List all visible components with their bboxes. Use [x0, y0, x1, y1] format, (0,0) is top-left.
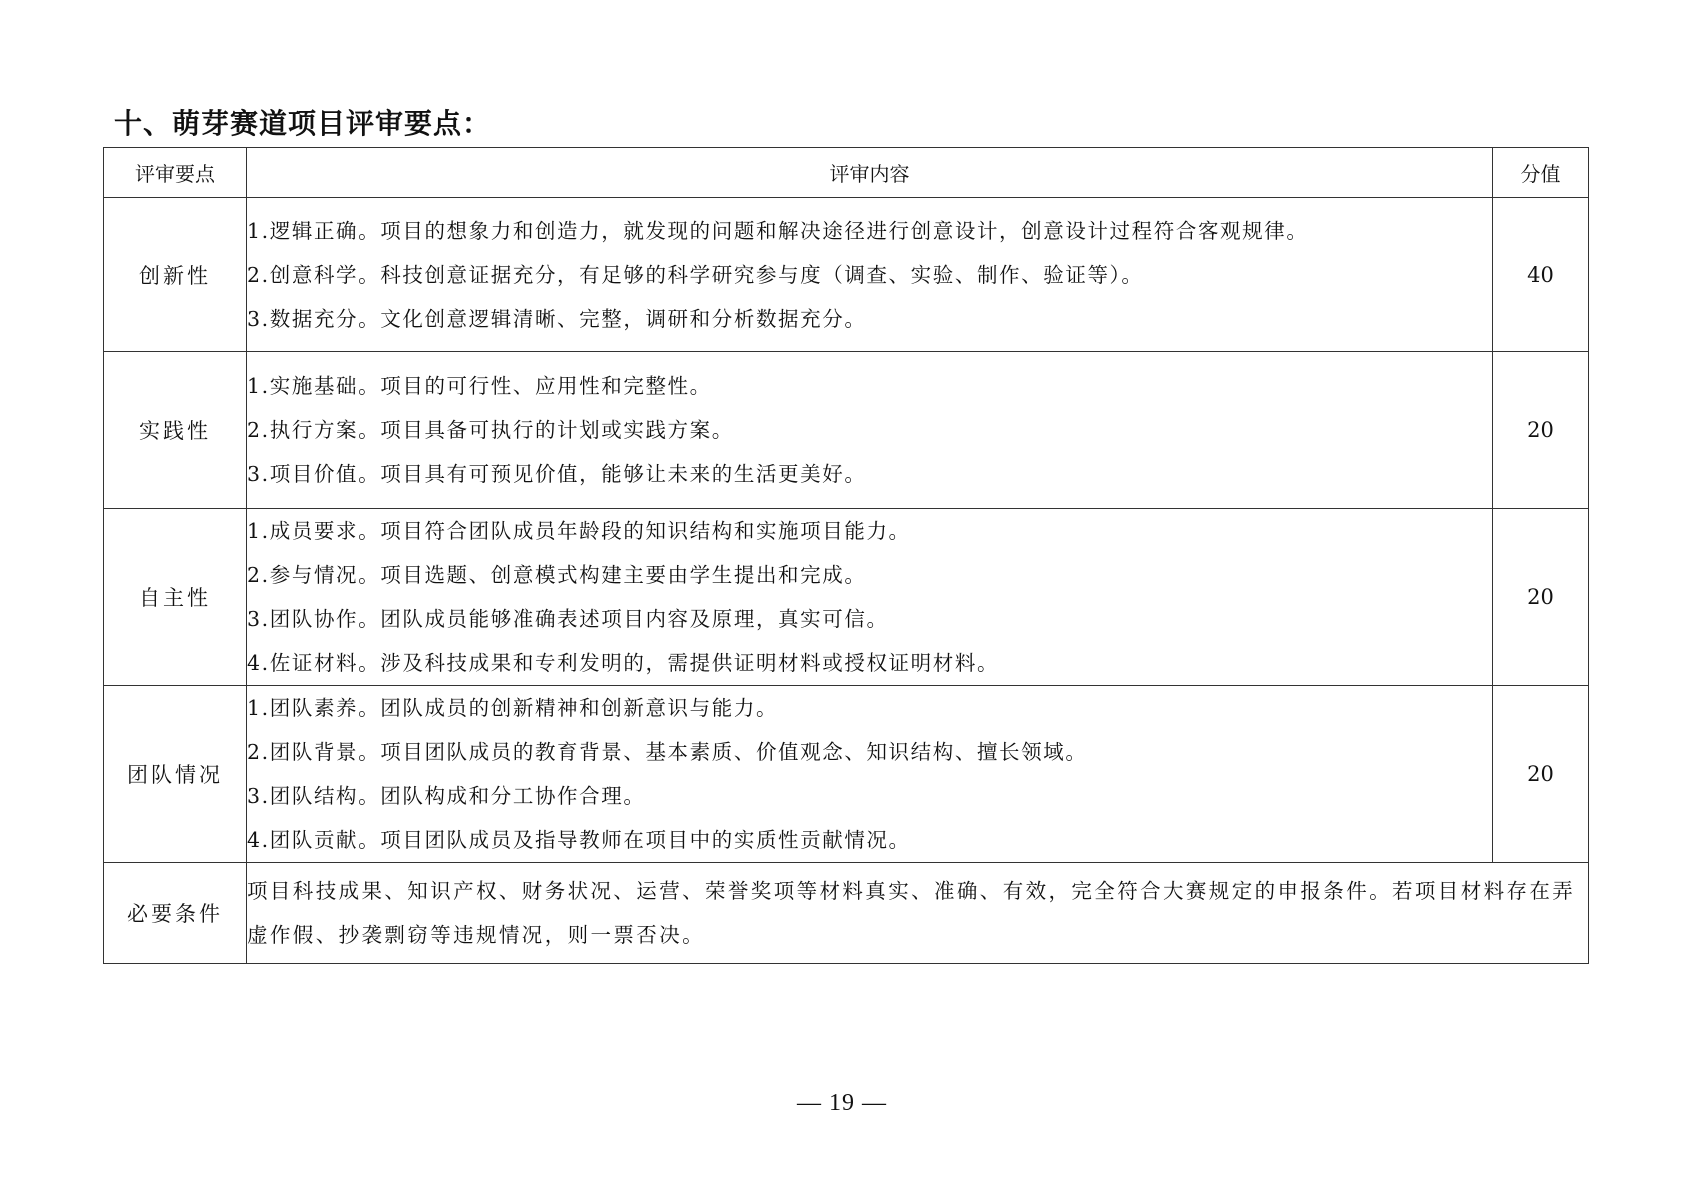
row-content: [247, 509, 1493, 686]
criteria-item: 1.成员要求。项目符合团队成员年龄段的知识结构和实施项目能力。: [247, 519, 911, 543]
header-content: 评审内容: [247, 148, 1493, 198]
criteria-item: 2.执行方案。项目具备可执行的计划或实践方案。: [247, 418, 734, 442]
table-row: [104, 863, 1589, 964]
row-point: 创新性: [104, 198, 247, 352]
row-point: 必要条件: [104, 863, 247, 964]
criteria-item: 3.团队结构。团队构成和分工协作合理。: [247, 784, 646, 808]
row-score: 20: [1493, 352, 1589, 509]
criteria-item: 4.佐证材料。涉及科技成果和专利发明的，需提供证明材料或授权证明材料。: [247, 651, 1000, 675]
header-score: 分值: [1493, 148, 1589, 198]
table-row: [104, 352, 1589, 509]
criteria-item: 4.团队贡献。项目团队成员及指导教师在项目中的实质性贡献情况。: [247, 828, 911, 852]
table-header-row: [104, 148, 1589, 198]
criteria-item: 3.团队协作。团队成员能够准确表述项目内容及原理，真实可信。: [247, 607, 889, 631]
page-number: — 19 —: [797, 1090, 887, 1116]
row-score: 20: [1493, 509, 1589, 686]
criteria-item: 1.实施基础。项目的可行性、应用性和完整性。: [247, 374, 712, 398]
table-row: [104, 686, 1589, 863]
table-row: [104, 509, 1589, 686]
row-score: 20: [1493, 686, 1589, 863]
row-point: 自主性: [104, 509, 247, 686]
row-point: 团队情况: [104, 686, 247, 863]
criteria-item: 3.数据充分。文化创意逻辑清晰、完整，调研和分析数据充分。: [247, 306, 867, 331]
criteria-item: 2.团队背景。项目团队成员的教育背景、基本素质、价值观念、知识结构、擅长领域。: [247, 740, 1088, 764]
criteria-item: 1.逻辑正确。项目的想象力和创造力，就发现的问题和解决途径进行创意设计，创意设计过程符合客观规律。: [247, 218, 1309, 243]
criteria-item: 2.创意科学。科技创意证据充分，有足够的科学研究参与度（调查、实验、制作、验证等）。: [247, 262, 1144, 287]
row-score: 40: [1493, 198, 1589, 352]
criteria-item: 2.参与情况。项目选题、创意模式构建主要由学生提出和完成。: [247, 563, 867, 587]
criteria-item: 3.项目价值。项目具有可预见价值，能够让未来的生活更美好。: [247, 462, 867, 486]
row-point: 实践性: [104, 352, 247, 509]
requirement-content: [247, 863, 1589, 964]
page-title: 十、萌芽赛道项目评审要点：: [114, 107, 492, 140]
requirement-text: 项目科技成果、知识产权、财务状况、运营、荣誉奖项等材料真实、准确、有效，完全符合大赛规定的申报条件。若项目材料存在弄虚作假、抄袭剽窃等违规情况，则一票否决。: [247, 879, 1576, 947]
row-content: [247, 686, 1493, 863]
criteria-item: 1.团队素养。团队成员的创新精神和创新意识与能力。: [247, 696, 779, 720]
row-content: [247, 352, 1493, 509]
row-content: [247, 198, 1493, 352]
header-point: 评审要点: [104, 148, 247, 198]
table-row: [104, 198, 1589, 352]
criteria-table: [103, 147, 1589, 964]
